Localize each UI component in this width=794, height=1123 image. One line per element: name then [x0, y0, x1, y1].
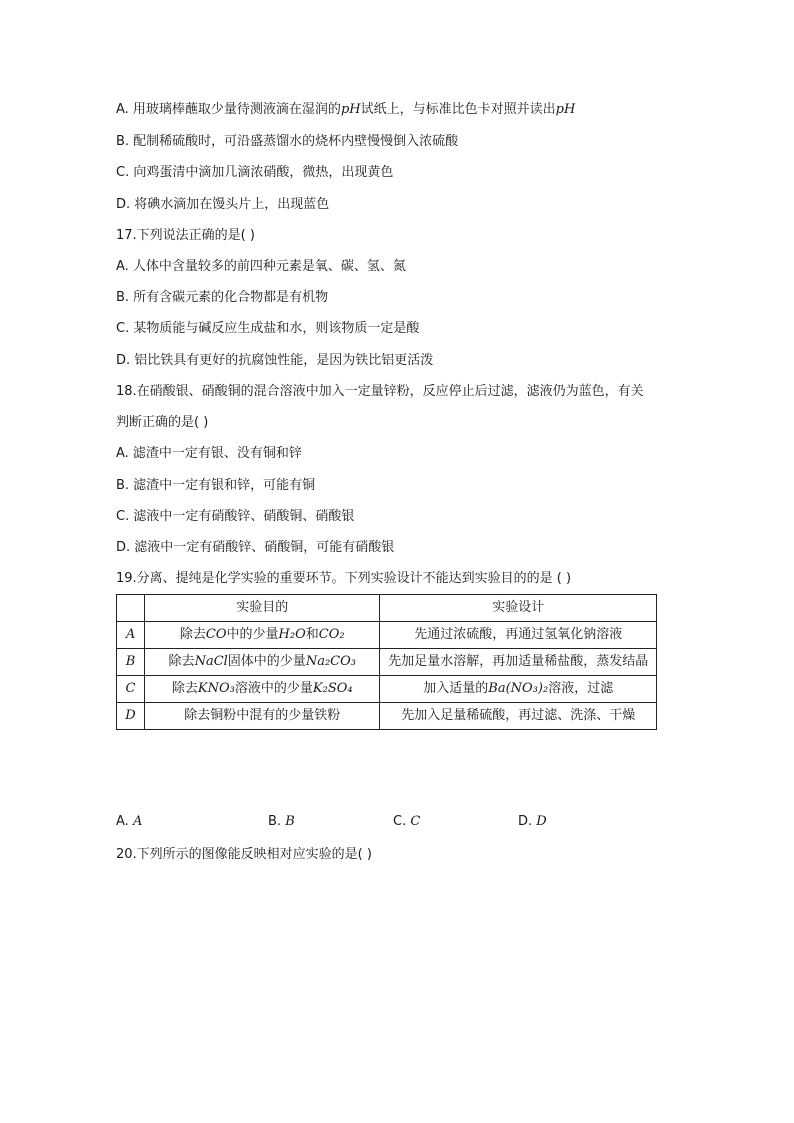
q19-answer-d — [518, 813, 547, 831]
q19-answer-c — [393, 813, 420, 831]
q17-option-c: C. 某物质能与碱反应生成盐和水，则该物质一定是酸 — [116, 321, 420, 336]
q16-option-a-text-2: 试纸上，与标准比色卡对照并读出 — [360, 102, 556, 117]
answer-letter: C — [410, 814, 421, 829]
purpose-formula: K₂SO₄ — [312, 681, 353, 696]
purpose-formula: Na₂CO₃ — [305, 654, 356, 669]
purpose-formula: CO₂ — [318, 627, 345, 642]
row-key: A — [117, 622, 145, 649]
table-header-row — [117, 595, 657, 622]
q16-option-b: B. 配制稀硫酸时，可沿盛蒸馏水的烧杯内壁慢慢倒入浓硫酸 — [116, 134, 459, 149]
purpose-formula: CO — [205, 627, 227, 642]
table-row — [117, 703, 657, 730]
row-key: D — [117, 703, 145, 730]
q19-answer-a — [116, 813, 142, 831]
purpose-text: 固体中的少量 — [227, 654, 306, 669]
row-design: 先加足量水溶解，再加适量稀盐酸，蒸发结晶 — [380, 649, 657, 676]
table-row — [117, 622, 657, 649]
answer-prefix: B. — [268, 814, 286, 829]
answer-prefix: A. — [116, 814, 133, 829]
q20-stem: 20.下列所示的图像能反映相对应实验的是( ) — [116, 847, 372, 862]
table-header-blank — [117, 595, 145, 622]
row-purpose — [145, 676, 380, 703]
q19-answer-b — [268, 813, 295, 831]
table-header-design: 实验设计 — [380, 595, 657, 622]
answer-letter: D — [536, 814, 547, 829]
row-design: 先通过浓硫酸，再通过氢氧化钠溶液 — [380, 622, 657, 649]
q16-option-a-math-2: pH — [555, 102, 576, 117]
design-text: 加入适量的 — [423, 681, 489, 696]
answer-letter: B — [285, 814, 295, 829]
q19-experiment-table — [116, 594, 657, 730]
purpose-text: 除去 — [168, 654, 195, 669]
row-key: C — [117, 676, 145, 703]
answer-prefix: D. — [518, 814, 537, 829]
row-purpose: 除去铜粉中混有的少量铁粉 — [145, 703, 380, 730]
q17-option-b: B. 所有含碳元素的化合物都是有机物 — [116, 290, 329, 305]
row-purpose — [145, 622, 380, 649]
row-purpose — [145, 649, 380, 676]
q16-option-d: D. 将碘水滴加在馒头片上，出现蓝色 — [116, 197, 330, 212]
table-header-purpose: 实验目的 — [145, 595, 380, 622]
q18-option-a: A. 滤渣中一定有银、没有铜和锌 — [116, 446, 302, 461]
purpose-text: 除去 — [179, 627, 206, 642]
purpose-text: 和 — [305, 627, 319, 642]
q17-option-d: D. 铝比铁具有更好的抗腐蚀性能，是因为铁比铝更活泼 — [116, 353, 434, 368]
row-design — [380, 676, 657, 703]
q16-option-a — [116, 101, 575, 119]
q16-option-a-math-1: pH — [340, 102, 361, 117]
purpose-formula: KNO₃ — [197, 681, 235, 696]
q16-option-c: C. 向鸡蛋清中滴加几滴浓硝酸，微热，出现黄色 — [116, 165, 394, 180]
answer-prefix: C. — [393, 814, 411, 829]
row-design: 先加入足量稀硫酸，再过滤、洗涤、干燥 — [380, 703, 657, 730]
q18-stem-line-2: 判断正确的是( ) — [116, 415, 209, 430]
purpose-text: 除去 — [171, 681, 198, 696]
design-formula: Ba(NO₃)₂ — [488, 681, 549, 696]
q19-answer-options — [116, 813, 676, 831]
q17-stem: 17.下列说法正确的是( ) — [116, 228, 255, 243]
table-row — [117, 649, 657, 676]
answer-letter: A — [132, 814, 143, 829]
q18-option-b: B. 滤渣中一定有银和锌，可能有铜 — [116, 478, 316, 493]
q16-option-a-text: A. 用玻璃棒蘸取少量待测液滴在湿润的 — [116, 102, 341, 117]
q18-option-d: D. 滤液中一定有硝酸锌、硝酸铜，可能有硝酸银 — [116, 540, 395, 555]
purpose-formula: H₂O — [278, 627, 306, 642]
q18-option-c: C. 滤液中一定有硝酸锌、硝酸铜、硝酸银 — [116, 509, 355, 524]
design-text: 溶液，过滤 — [548, 681, 614, 696]
q19-stem: 19.分离、提纯是化学实验的重要环节。下列实验设计不能达到实验目的的是 ( ) — [116, 571, 572, 586]
q17-option-a: A. 人体中含量较多的前四种元素是氧、碳、氢、氮 — [116, 259, 406, 274]
purpose-text: 溶液中的少量 — [234, 681, 313, 696]
row-key: B — [117, 649, 145, 676]
purpose-formula: NaCl — [194, 654, 228, 669]
table-row — [117, 676, 657, 703]
q18-stem-line-1: 18.在硝酸银、硝酸铜的混合溶液中加入一定量锌粉，反应停止后过滤，滤液仍为蓝色，有关 — [116, 384, 644, 399]
purpose-text: 中的少量 — [226, 627, 279, 642]
